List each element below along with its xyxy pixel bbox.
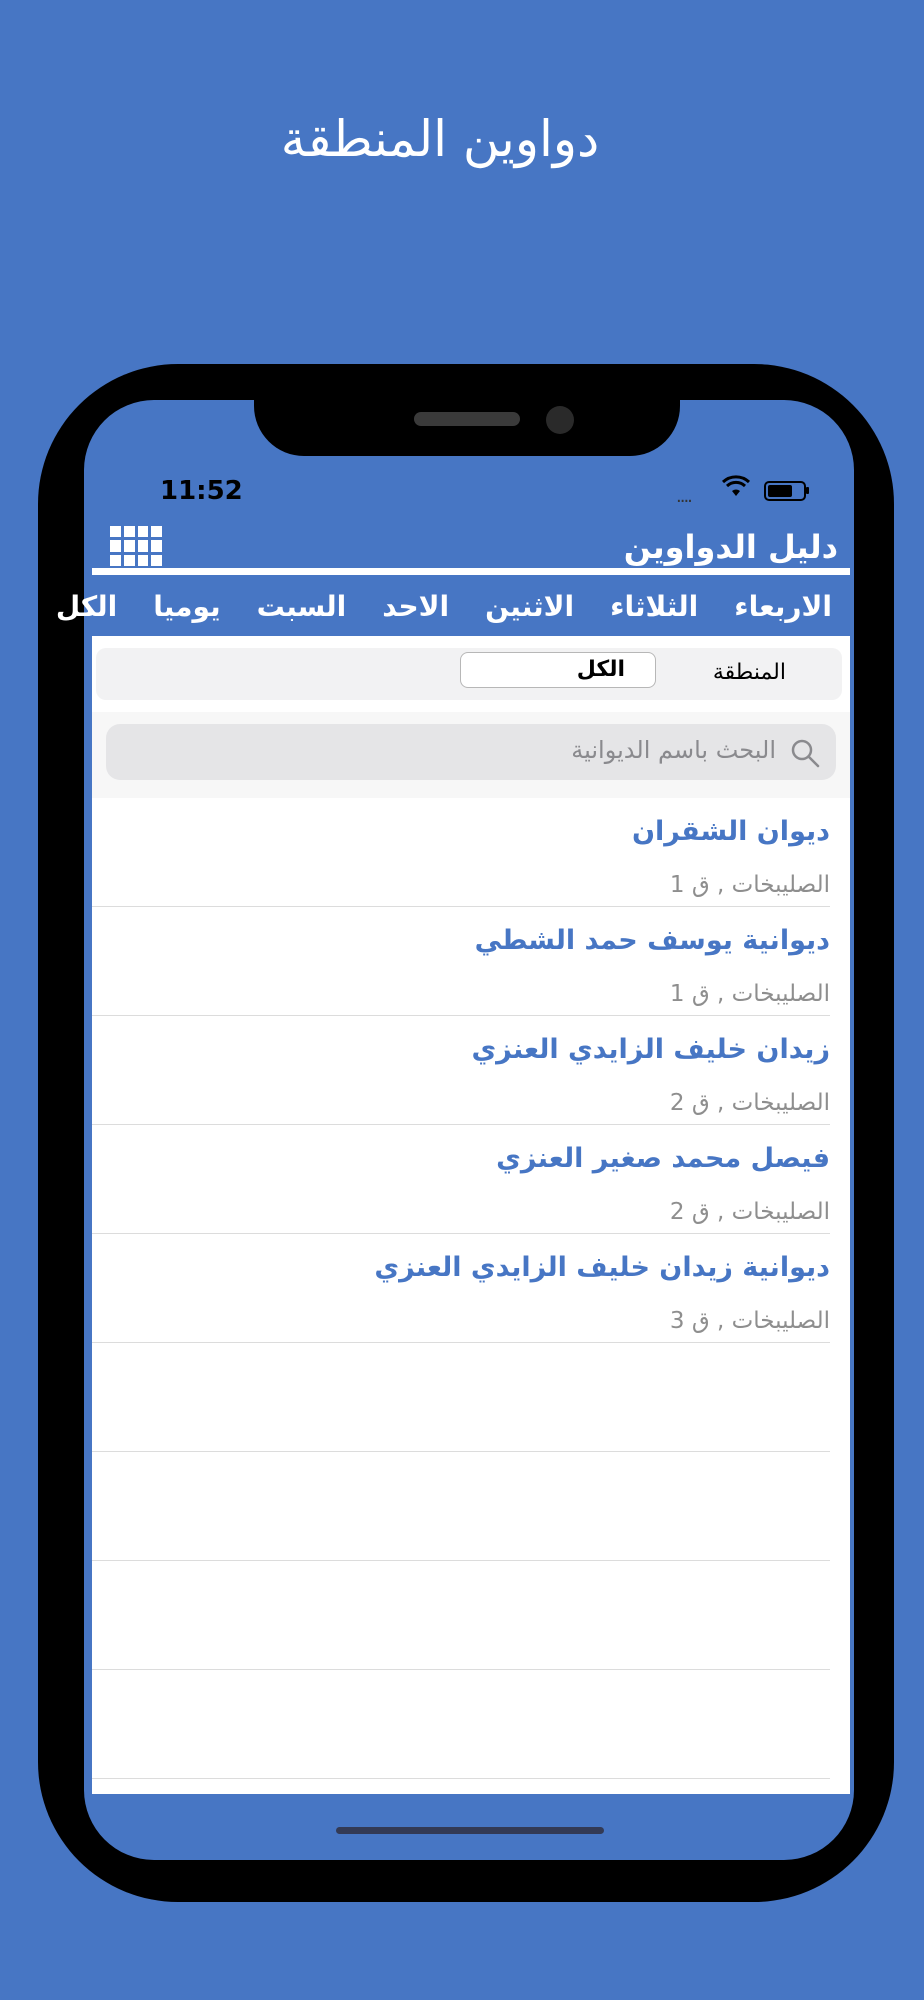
list-item-subtitle: الصليبخات , ق 3 — [669, 1308, 830, 1334]
day-tabs — [55, 582, 850, 632]
tab-2[interactable]: السبت — [256, 590, 347, 623]
list-item-subtitle: الصليبخات , ق 2 — [669, 1199, 830, 1225]
search-placeholder: البحث باسم الديوانية — [571, 736, 776, 764]
list-item[interactable] — [92, 1561, 830, 1670]
nav-title: دليل الدواوين — [623, 528, 838, 566]
status-time: 11:52 — [160, 476, 243, 506]
list-item-title: ديوانية يوسف حمد الشطي — [474, 925, 830, 956]
list-item[interactable] — [92, 1016, 830, 1125]
promo-headline: دواوين المنطقة — [280, 110, 600, 168]
list-item[interactable] — [92, 907, 830, 1016]
search-area — [92, 712, 850, 798]
tab-4[interactable]: الاثنين — [485, 590, 575, 623]
region-filter-bar — [96, 648, 842, 700]
content-area — [92, 636, 850, 1794]
list-item-subtitle: الصليبخات , ق 1 — [669, 981, 830, 1007]
wifi-icon — [722, 478, 750, 498]
grid-icon[interactable] — [110, 526, 162, 566]
signal-icon: .... — [676, 486, 691, 507]
list-item[interactable] — [92, 798, 830, 907]
phone-notch — [254, 400, 680, 456]
list-item-title: زيدان خليف الزايدي العنزي — [471, 1034, 830, 1065]
tab-0[interactable]: الكل — [55, 590, 118, 623]
list-item-subtitle: الصليبخات , ق 1 — [669, 872, 830, 898]
camera-icon — [546, 406, 574, 434]
tab-5[interactable]: الثلاثاء — [610, 590, 699, 623]
battery-cap — [806, 487, 809, 494]
search-icon — [790, 738, 820, 768]
region-select[interactable]: الكل — [460, 652, 656, 688]
tab-1[interactable]: يوميا — [153, 590, 221, 623]
list-item[interactable] — [92, 1125, 830, 1234]
nav-divider — [92, 568, 850, 575]
list-item-title: ديوانية زيدان خليف الزايدي العنزي — [374, 1252, 830, 1283]
battery-icon — [764, 481, 806, 501]
diwan-list — [92, 798, 850, 1779]
search-input[interactable] — [106, 724, 836, 780]
list-item-subtitle: الصليبخات , ق 2 — [669, 1090, 830, 1116]
list-item-title: ديوان الشقران — [631, 816, 830, 847]
tab-3[interactable]: الاحد — [382, 590, 450, 623]
region-label: المنطقة — [712, 660, 786, 685]
list-item[interactable] — [92, 1343, 830, 1452]
list-item[interactable] — [92, 1452, 830, 1561]
list-item[interactable] — [92, 1670, 830, 1779]
list-item-title: فيصل محمد صغير العنزي — [496, 1143, 830, 1174]
list-item[interactable] — [92, 1234, 830, 1343]
home-indicator — [336, 1827, 604, 1834]
tab-6[interactable]: الاربعاء — [734, 590, 832, 623]
speaker-icon — [414, 412, 520, 426]
